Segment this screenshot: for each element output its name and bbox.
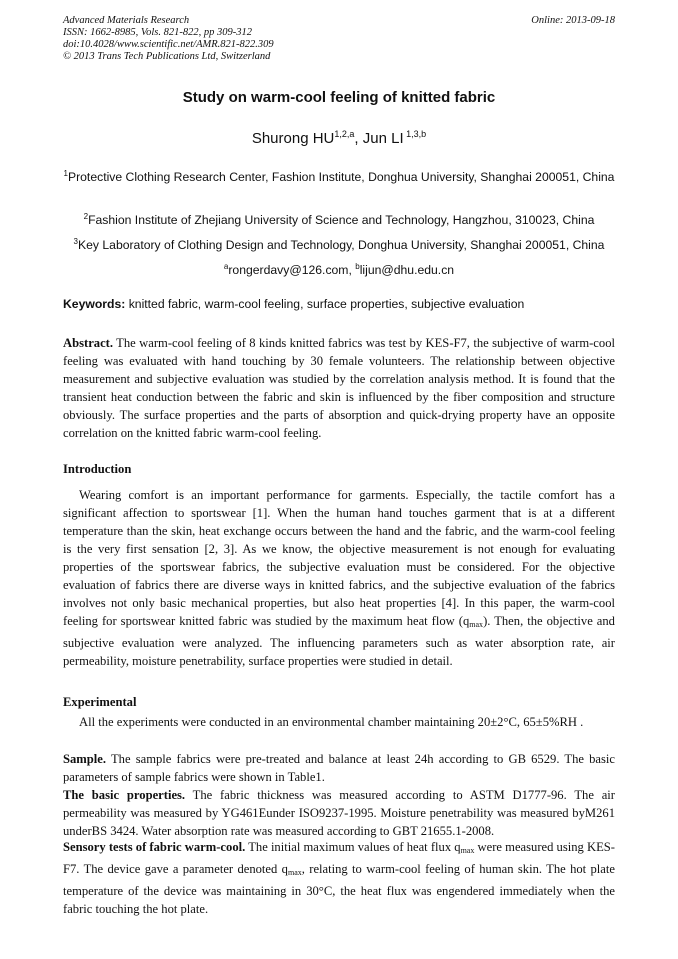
journal-header <box>63 15 483 63</box>
sensory-subscript-2: max <box>287 868 302 877</box>
affiliation-1 <box>63 164 615 187</box>
email-a: rongerdavy@126.com, <box>228 263 356 277</box>
basic-properties-label: The basic properties. <box>63 788 186 802</box>
affiliation-marker: 2 <box>83 212 89 221</box>
email-line <box>63 257 615 280</box>
doi-line: doi:10.4028/www.scientific.net/AMR.821-822.309 <box>63 39 274 50</box>
sensory-text-b: were measured using KES-F7. The device gave a parameter denoted q <box>63 840 615 876</box>
sensory-text-a: The initial maximum values of heat flux q <box>245 840 461 854</box>
basic-properties-paragraph <box>63 786 615 840</box>
journal-name: Advanced Materials Research <box>63 15 190 26</box>
introduction-body <box>63 486 615 670</box>
affiliation-2 <box>63 207 615 230</box>
keywords <box>63 297 615 311</box>
intro-text-b: ). Then, the objective and subjective evaluation were analyzed. The influencing parameters such as water absorption rate, air permeability, moisture penetrability, surface properties were studied in detail. <box>63 614 615 668</box>
sample-label: Sample. <box>63 752 107 766</box>
online-date: Online: 2013-09-18 <box>531 15 615 26</box>
email-marker-b: b <box>355 262 360 271</box>
author-2: Jun LI <box>362 130 404 147</box>
paper-title: Study on warm-cool feeling of knitted fabric <box>182 89 496 106</box>
affiliation-3 <box>63 232 615 255</box>
affiliation-text: Key Laboratory of Clothing Design and Technology, Donghua University, Shanghai 200051, China <box>78 238 605 252</box>
issn-line: ISSN: 1662-8985, Vols. 821-822, pp 309-312 <box>63 27 252 38</box>
sensory-subscript-1: max <box>460 846 475 855</box>
sensory-tests-paragraph <box>63 838 615 918</box>
basic-properties-text: The fabric thickness was measured according to ASTM D1777-96. The air permeability was measured by YG461Eunder ISO9237-1995. Moisture penetrability was measured byM261 underBS 3424. Water absorption rate was measured according to GBT 21655.1-2008. <box>63 788 616 838</box>
author-separator: , <box>354 130 363 147</box>
keywords-label: Keywords: <box>63 297 126 311</box>
sample-text: The sample fabrics were pre-treated and balance at least 24h according to GB 6529. The basic parameters of sample fabrics were shown in Table1. <box>63 752 615 784</box>
affiliation-text: Protective Clothing Research Center, Fashion Institute, Donghua University, Shanghai 200051, China <box>67 170 615 184</box>
sensory-tests-label: Sensory tests of fabric warm-cool. <box>63 840 246 854</box>
email-marker-a: a <box>223 262 229 271</box>
author-1: Shurong HU <box>251 130 335 147</box>
author-line <box>63 129 615 147</box>
sample-paragraph <box>63 750 615 786</box>
abstract-text: The warm-cool feeling of 8 kinds knitted fabrics was test by KES-F7, the subjective of warm-cool feeling was evaluated with hand touching by 30 female volunteers. The relationship between objective measurement and subjective evaluation was studied by the correlation analysis method. It is found that the transient heat conduction between the fabric and skin is influenced by the fiber composition and structure obviously. The surface properties and the parts of absorption and quick-drying property have an opposite correlation on the knitted fabric warm-cool feeling. <box>63 336 615 440</box>
intro-subscript: max <box>469 620 484 629</box>
introduction-heading: Introduction <box>63 462 132 476</box>
affiliation-text: Fashion Institute of Zhejiang University of Science and Technology, Hangzhou, 310023, China <box>88 213 595 227</box>
abstract <box>63 334 615 442</box>
keywords-text: knitted fabric, warm-cool feeling, surface properties, subjective evaluation <box>125 297 525 311</box>
experimental-heading: Experimental <box>63 695 137 709</box>
affiliation-marker: 3 <box>73 237 78 246</box>
intro-text-a: Wearing comfort is an important performance for garments. Especially, the tactile comfort has a significant affection to sportswear [1]. When the human hand touches garment that is at a different temperature than the skin, heat exchange occurs between the hand and the fabric, and the warm-cool feeling is the very first sensation [2, 3]. As we know, the objective measurement is not enough for evaluating properties of the sportswear fabrics, the subjective evaluation must be considered. For the objective evaluation of fabrics there are diverse ways in knitted fabrics, and the subjective evaluation of the fabrics involves not only basic mechanical properties, but also heat properties [4]. In this paper, the warm-cool feeling for sportswear knitted fabric was studied by the maximum heat flow (q <box>63 488 615 628</box>
abstract-label: Abstract. <box>63 336 114 350</box>
email-b: lijun@dhu.edu.cn <box>359 263 455 277</box>
sensory-text-c: , relating to warm-cool feeling of human skin. The hot plate temperature of the device was maintaining in 30°C, the heat flux was engendered immediately when the fabric touching the hot plate. <box>63 862 615 916</box>
author-2-marks: 1,3,b <box>403 129 427 139</box>
affiliation-marker: 1 <box>63 169 68 178</box>
copyright-line: © 2013 Trans Tech Publications Ltd, Switzerland <box>63 51 271 62</box>
experimental-intro: All the experiments were conducted in an environmental chamber maintaining 20±2°C, 65±5%RH . <box>79 715 584 729</box>
author-1-marks: 1,2,a <box>334 129 355 139</box>
